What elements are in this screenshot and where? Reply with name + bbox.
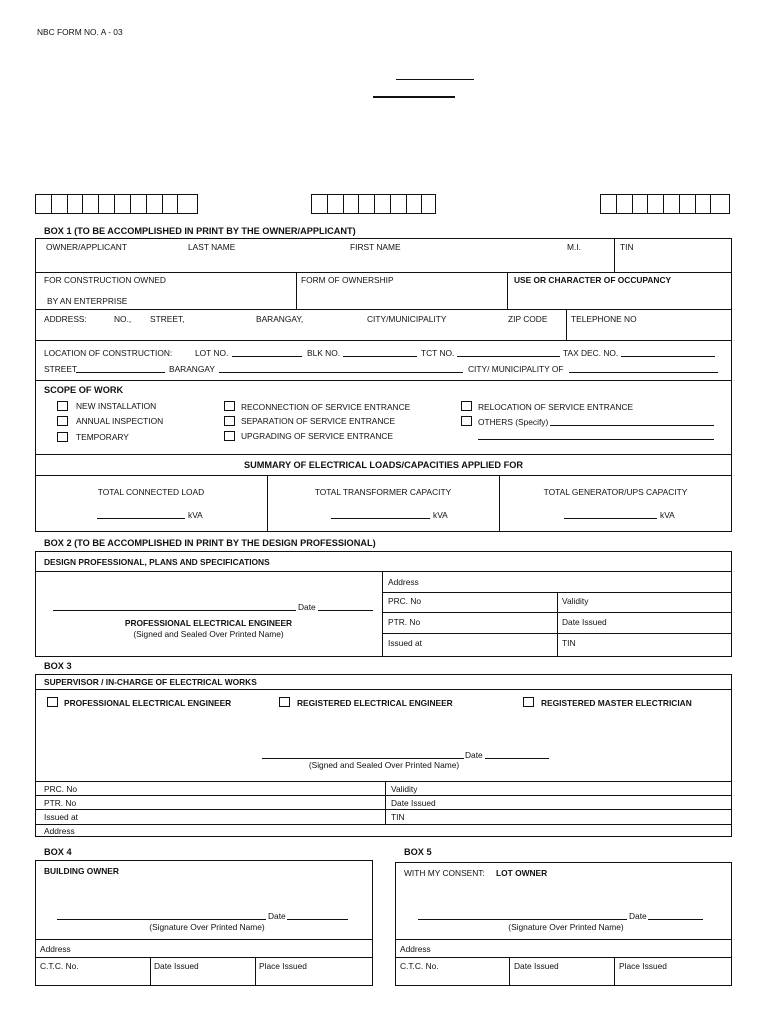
box3-title: BOX 3 bbox=[44, 661, 72, 671]
box3-issued-at-label: Issued at bbox=[44, 812, 78, 822]
building-permit-no-cells[interactable] bbox=[600, 194, 730, 214]
divider bbox=[382, 571, 383, 657]
lot-no-label: LOT NO. bbox=[195, 348, 229, 358]
divider bbox=[614, 238, 615, 272]
tax-dec-label: TAX DEC. NO. bbox=[563, 348, 619, 358]
box3-date-issued-label: Date Issued bbox=[391, 798, 436, 808]
box3-rme-checkbox[interactable] bbox=[523, 697, 534, 707]
box2-date-field[interactable] bbox=[318, 610, 373, 611]
owner-applicant-label: OWNER/APPLICANT bbox=[46, 242, 127, 252]
box3-pee-label: PROFESSIONAL ELECTRICAL ENGINEER bbox=[64, 698, 232, 708]
box5-consent-label: WITH MY CONSENT: bbox=[404, 868, 485, 878]
divider bbox=[395, 957, 732, 958]
reconnection-checkbox[interactable] bbox=[224, 401, 235, 411]
city-field[interactable] bbox=[569, 372, 718, 373]
divider bbox=[35, 781, 732, 782]
box4-signature-label: (Signature Over Printed Name) bbox=[149, 922, 265, 932]
form-of-ownership-label: FORM OF OWNERSHIP bbox=[301, 275, 394, 285]
divider bbox=[150, 957, 151, 986]
divider bbox=[35, 824, 732, 825]
summary-title: SUMMARY OF ELECTRICAL LOADS/CAPACITIES APPLIED FOR bbox=[243, 460, 524, 470]
box5-signature-label: (Signature Over Printed Name) bbox=[508, 922, 624, 932]
box2-validity-label: Validity bbox=[562, 596, 589, 606]
others-checkbox[interactable] bbox=[461, 416, 472, 426]
divider bbox=[35, 454, 732, 455]
divider bbox=[382, 633, 732, 634]
separation-checkbox[interactable] bbox=[224, 416, 235, 426]
new-installation-checkbox[interactable] bbox=[57, 401, 68, 411]
transformer-capacity-field[interactable] bbox=[331, 518, 430, 519]
temporary-checkbox[interactable] bbox=[57, 432, 68, 442]
divider bbox=[35, 809, 732, 810]
tct-no-label: TCT NO. bbox=[421, 348, 455, 358]
box5-date-issued-label: Date Issued bbox=[514, 961, 559, 971]
generator-capacity-field[interactable] bbox=[564, 518, 657, 519]
barangay-label: BARANGAY, bbox=[256, 314, 304, 324]
box5-lot-owner-label: LOT OWNER bbox=[496, 868, 548, 878]
relocation-label: RELOCATION OF SERVICE ENTRANCE bbox=[478, 402, 634, 412]
street2-label: STREET bbox=[44, 364, 78, 374]
last-name-label: LAST NAME bbox=[188, 242, 236, 252]
kva-unit-1: kVA bbox=[188, 510, 203, 520]
box2-date-issued-label: Date Issued bbox=[562, 617, 607, 627]
divider bbox=[35, 340, 732, 341]
box4-date-issued-label: Date Issued bbox=[154, 961, 199, 971]
city2-label: CITY/ MUNICIPALITY OF bbox=[468, 364, 564, 374]
permit-no-cells[interactable] bbox=[311, 194, 436, 214]
address-label: ADDRESS: bbox=[44, 314, 87, 324]
box5-address-label: Address bbox=[400, 944, 431, 954]
barangay-field[interactable] bbox=[219, 372, 463, 373]
box5-date-field[interactable] bbox=[648, 919, 703, 920]
tct-no-field[interactable] bbox=[457, 356, 560, 357]
divider bbox=[267, 475, 268, 532]
box4-signature-field[interactable] bbox=[57, 919, 266, 920]
total-generator-label: TOTAL GENERATOR/UPS CAPACITY bbox=[543, 487, 688, 497]
barangay2-label: BARANGAY bbox=[169, 364, 215, 374]
box2-prc-label: PRC. No bbox=[388, 596, 422, 606]
new-installation-label: NEW INSTALLATION bbox=[76, 401, 157, 411]
box2-ptr-label: PTR. No bbox=[388, 617, 421, 627]
connected-load-field[interactable] bbox=[97, 518, 185, 519]
box2-pee-label: PROFESSIONAL ELECTRICAL ENGINEER bbox=[124, 618, 293, 628]
title-line-1 bbox=[396, 79, 474, 80]
separation-label: SEPARATION OF SERVICE ENTRANCE bbox=[241, 416, 396, 426]
box4-address-label: Address bbox=[40, 944, 71, 954]
divider bbox=[395, 939, 732, 940]
total-connected-label: TOTAL CONNECTED LOAD bbox=[97, 487, 205, 497]
annual-inspection-label: ANNUAL INSPECTION bbox=[76, 416, 164, 426]
scope-title: SCOPE OF WORK bbox=[44, 385, 124, 395]
relocation-checkbox[interactable] bbox=[461, 401, 472, 411]
tin-label: TIN bbox=[620, 242, 634, 252]
others-label: OTHERS (Specify) bbox=[478, 417, 549, 427]
box3-header: SUPERVISOR / IN-CHARGE OF ELECTRICAL WORKS bbox=[44, 677, 257, 687]
pee-signature-field[interactable] bbox=[53, 610, 296, 611]
box4-title: BOX 4 bbox=[44, 847, 72, 857]
box4-header: BUILDING OWNER bbox=[44, 866, 119, 876]
box4-date-field[interactable] bbox=[287, 919, 348, 920]
box2-title: BOX 2 (TO BE ACCOMPLISHED IN PRINT BY THE DESIGN PROFESSIONAL) bbox=[44, 538, 376, 548]
box5-place-issued-label: Place Issued bbox=[619, 961, 667, 971]
blk-no-field[interactable] bbox=[343, 356, 417, 357]
box2-signed-label: (Signed and Sealed Over Printed Name) bbox=[133, 629, 284, 639]
temporary-label: TEMPORARY bbox=[76, 432, 129, 442]
box2-issued-at-label: Issued at bbox=[388, 638, 422, 648]
divider bbox=[35, 475, 732, 476]
box3-ree-checkbox[interactable] bbox=[279, 697, 290, 707]
box3-tin-label: TIN bbox=[391, 812, 405, 822]
zip-label: ZIP CODE bbox=[508, 314, 548, 324]
divider bbox=[35, 309, 732, 310]
others-specify-field[interactable] bbox=[550, 425, 714, 426]
no-label: NO., bbox=[114, 314, 132, 324]
box1-title: BOX 1 (TO BE ACCOMPLISHED IN PRINT BY THE OWNER/APPLICANT) bbox=[44, 226, 356, 236]
blk-no-label: BLK NO. bbox=[307, 348, 341, 358]
application-no-cells[interactable] bbox=[35, 194, 198, 214]
box4-date-label: Date bbox=[268, 911, 286, 921]
box5-signature-field[interactable] bbox=[418, 919, 627, 920]
mi-label: M.I. bbox=[567, 242, 581, 252]
first-name-label: FIRST NAME bbox=[350, 242, 401, 252]
divider bbox=[35, 380, 732, 381]
upgrading-label: UPGRADING OF SERVICE ENTRANCE bbox=[241, 431, 394, 441]
box3-ptr-label: PTR. No bbox=[44, 798, 77, 808]
divider bbox=[382, 612, 732, 613]
form-number: NBC FORM NO. A - 03 bbox=[37, 27, 123, 37]
box3-signature-field[interactable] bbox=[262, 758, 464, 759]
box5-title: BOX 5 bbox=[404, 847, 432, 857]
box3-signed-label: (Signed and Sealed Over Printed Name) bbox=[308, 760, 460, 770]
divider bbox=[566, 309, 567, 340]
tax-dec-field[interactable] bbox=[621, 356, 715, 357]
box2-date-label: Date bbox=[298, 602, 316, 612]
divider bbox=[35, 795, 732, 796]
divider bbox=[35, 689, 732, 690]
telephone-label: TELEPHONE NO bbox=[571, 314, 637, 324]
reconnection-label: RECONNECTION OF SERVICE ENTRANCE bbox=[241, 402, 411, 412]
street-label: STREET, bbox=[150, 314, 185, 324]
divider bbox=[507, 272, 508, 309]
divider bbox=[255, 957, 256, 986]
box5-date-label: Date bbox=[629, 911, 647, 921]
box2-header: DESIGN PROFESSIONAL, PLANS AND SPECIFICATIONS bbox=[44, 557, 270, 567]
divider bbox=[499, 475, 500, 532]
box3-date-field[interactable] bbox=[485, 758, 549, 759]
box3-address-label: Address bbox=[44, 826, 75, 836]
enterprise-label: BY AN ENTERPRISE bbox=[47, 296, 128, 306]
divider bbox=[509, 957, 510, 986]
kva-unit-2: kVA bbox=[433, 510, 448, 520]
total-transformer-label: TOTAL TRANSFORMER CAPACITY bbox=[314, 487, 452, 497]
kva-unit-3: kVA bbox=[660, 510, 675, 520]
construction-owned-label: FOR CONSTRUCTION OWNED bbox=[44, 275, 166, 285]
divider bbox=[35, 939, 373, 940]
box2-tin-label: TIN bbox=[562, 638, 576, 648]
divider bbox=[35, 957, 373, 958]
divider bbox=[557, 592, 558, 657]
box3-validity-label: Validity bbox=[391, 784, 418, 794]
upgrading-checkbox[interactable] bbox=[224, 431, 235, 441]
box3-pee-checkbox[interactable] bbox=[47, 697, 58, 707]
others-specify-field-2[interactable] bbox=[478, 439, 714, 440]
divider bbox=[614, 957, 615, 986]
box3-ree-label: REGISTERED ELECTRICAL ENGINEER bbox=[297, 698, 453, 708]
city-label: CITY/MUNICIPALITY bbox=[367, 314, 447, 324]
box3-date-label: Date bbox=[465, 750, 483, 760]
use-occupancy-label: USE OR CHARACTER OF OCCUPANCY bbox=[514, 275, 672, 285]
divider bbox=[385, 781, 386, 824]
box5-ctc-label: C.T.C. No. bbox=[400, 961, 439, 971]
divider bbox=[296, 272, 297, 309]
lot-no-field[interactable] bbox=[232, 356, 302, 357]
divider bbox=[35, 571, 732, 572]
box2-address-label: Address bbox=[388, 577, 419, 587]
annual-inspection-checkbox[interactable] bbox=[57, 416, 68, 426]
box4-ctc-label: C.T.C. No. bbox=[40, 961, 79, 971]
location-label: LOCATION OF CONSTRUCTION: bbox=[44, 348, 173, 358]
divider bbox=[35, 272, 732, 273]
box3-prc-label: PRC. No bbox=[44, 784, 78, 794]
box4-place-issued-label: Place Issued bbox=[259, 961, 307, 971]
title-line-2 bbox=[373, 96, 455, 98]
street-field[interactable] bbox=[76, 372, 165, 373]
box3-rme-label: REGISTERED MASTER ELECTRICIAN bbox=[541, 698, 692, 708]
